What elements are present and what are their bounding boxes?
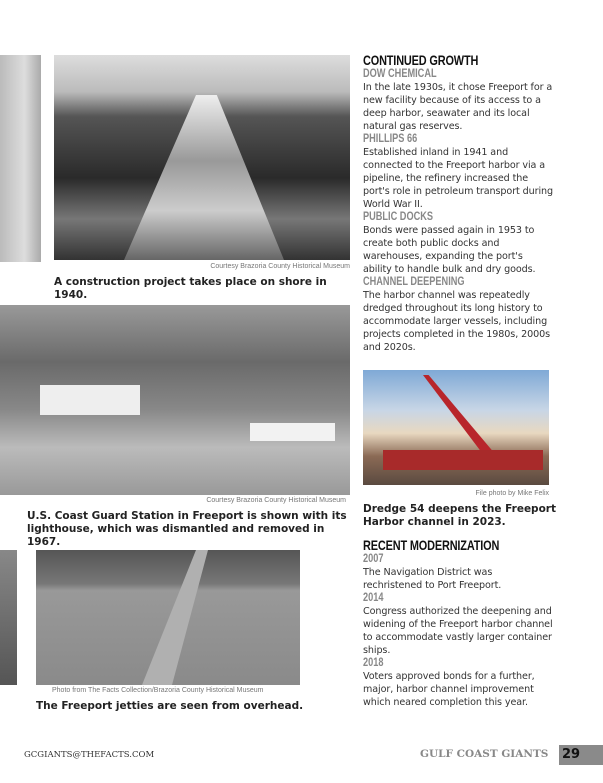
paragraph: Congress authorized the deepening and widening of the Freeport harbor channel to accommodate vastly larger container ships.: [363, 606, 553, 656]
photo-credit: File photo by Mike Felix: [475, 490, 549, 497]
continued-growth-section: [363, 52, 553, 354]
construction-photo: [54, 55, 350, 260]
photo-caption: The Freeport jetties are seen from overhead.: [36, 700, 304, 712]
partial-photo-left-bottom: [0, 550, 17, 685]
subheading: 2007: [363, 553, 384, 565]
page-number: 29: [559, 745, 603, 765]
photo-caption: A construction project takes place on shore in 1940.: [54, 276, 327, 301]
footer-email: GCGIANTS@THEFACTS.COM: [24, 750, 155, 760]
section-heading: RECENT MODERNIZATION: [363, 537, 500, 553]
photo-credit: Courtesy Brazoria County Historical Museum: [206, 497, 346, 504]
subheading: PUBLIC DOCKS: [363, 211, 434, 223]
photo-caption: Dredge 54 deepens the Freeport Harbor channel in 2023.: [363, 503, 556, 528]
paragraph: Bonds were passed again in 1953 to create both public docks and warehouses, expanding the port's ability to handle bulk and dry goods.: [363, 225, 536, 275]
paragraph: Established inland in 1941 and connected to the Freeport harbor via a pipeline, the refinery increased the port's role in petroleum transport during World War II.: [363, 147, 553, 210]
section-heading: CONTINUED GROWTH: [363, 52, 479, 68]
partial-photo-left-top: [0, 55, 41, 262]
subheading: PHILLIPS 66: [363, 133, 418, 145]
paragraph: Voters approved bonds for a further, major, harbor channel improvement which neared completion this year.: [363, 671, 535, 708]
paragraph: The harbor channel was repeatedly dredged throughout its long history to accommodate larger vessels, including projects completed in the 1980s, 2000s and 2020s.: [363, 290, 551, 353]
dredge-photo: [363, 370, 549, 485]
subheading: 2018: [363, 657, 384, 669]
subheading: 2014: [363, 592, 384, 604]
photo-credit: Courtesy Brazoria County Historical Museum: [210, 263, 350, 270]
footer-publication: GULF COAST GIANTS: [420, 748, 549, 760]
paragraph: The Navigation District was rechristened to Port Freeport.: [363, 567, 502, 591]
paragraph: In the late 1930s, it chose Freeport for a new facility because of its access to a deep harbor, seawater and its local natural gas reserves.: [363, 82, 553, 132]
photo-credit: Photo from The Facts Collection/Brazoria County Historical Museum: [52, 687, 264, 694]
photo-caption: U.S. Coast Guard Station in Freeport is shown with its lighthouse, which was dismantled and removed in 1967.: [27, 510, 347, 548]
subheading: DOW CHEMICAL: [363, 68, 437, 80]
coast-guard-photo: [0, 305, 350, 495]
subheading: CHANNEL DEEPENING: [363, 276, 465, 288]
jetties-photo: [36, 550, 300, 685]
recent-modernization-section: [363, 537, 553, 709]
